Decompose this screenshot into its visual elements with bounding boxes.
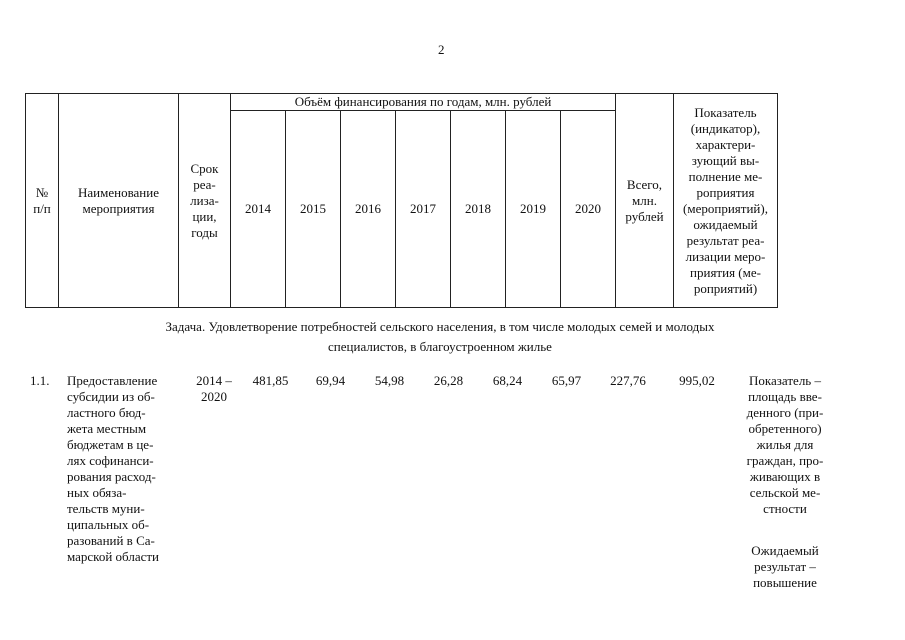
header-funding-group: Объём финансирования по годам, млн. рублей <box>231 94 616 111</box>
row-name: Предоставление субсидии из об- ластного бюд- жета местным бюджетам в це- лях софинанси- рования расход- ных обяза- тельств муни- ципальных об- разований в Са- марской области <box>67 373 159 564</box>
header-year: 2016 <box>341 111 396 308</box>
row-indicator: Показатель – площадь вве- денного (при- обретенного) жилья для граждан, про- живающих в сельской ме- стности <box>746 373 824 516</box>
header-year: 2015 <box>286 111 341 308</box>
header-table <box>25 93 778 308</box>
header-year: 2014 <box>231 111 286 308</box>
header-num-text: № п/п <box>33 184 51 216</box>
header-year: 2018 <box>451 111 506 308</box>
header-year: 2020 <box>561 111 616 308</box>
header-indicator <box>674 94 778 308</box>
header-term-text: Срок реа- лиза- ции, годы <box>190 160 219 240</box>
header-row-group <box>26 94 778 111</box>
row-value-2020: 227,76 <box>610 373 646 388</box>
header-total <box>616 94 674 308</box>
row-value-2018: 68,24 <box>492 373 523 388</box>
row-value-2019: 65,97 <box>551 373 582 388</box>
header-term <box>179 94 231 308</box>
row-value-2017: 26,28 <box>433 373 464 388</box>
header-indicator-text: Показатель (индикатор), характери- зующий вы- полнение ме- роприятия (мероприятий), ожидаемый результат реа- лизации меро- приятия (ме- роприятий) <box>683 104 768 296</box>
header-name <box>59 94 179 308</box>
row-value-2015: 69,94 <box>315 373 346 388</box>
row-value-2016: 54,98 <box>374 373 405 388</box>
header-name-text: Наименование мероприятия <box>78 184 159 216</box>
task-heading <box>95 317 785 357</box>
header-num <box>26 94 59 308</box>
task-heading-text: Задача. Удовлетворение потребностей сельского населения, в том числе молодых семей и молодых специалистов, в благоустроенном жилье <box>165 319 715 354</box>
row-expected-result: Ожидаемый результат – повышение <box>751 543 819 590</box>
header-year: 2019 <box>506 111 561 308</box>
header-year: 2017 <box>396 111 451 308</box>
page-number: 2 <box>438 42 445 57</box>
row-term: 2014 – 2020 <box>196 373 232 404</box>
row-total: 995,02 <box>679 373 715 388</box>
row-number: 1.1. <box>30 373 50 388</box>
row-value-2014: 481,85 <box>252 373 289 388</box>
header-total-text: Всего, млн. рублей <box>625 176 664 224</box>
